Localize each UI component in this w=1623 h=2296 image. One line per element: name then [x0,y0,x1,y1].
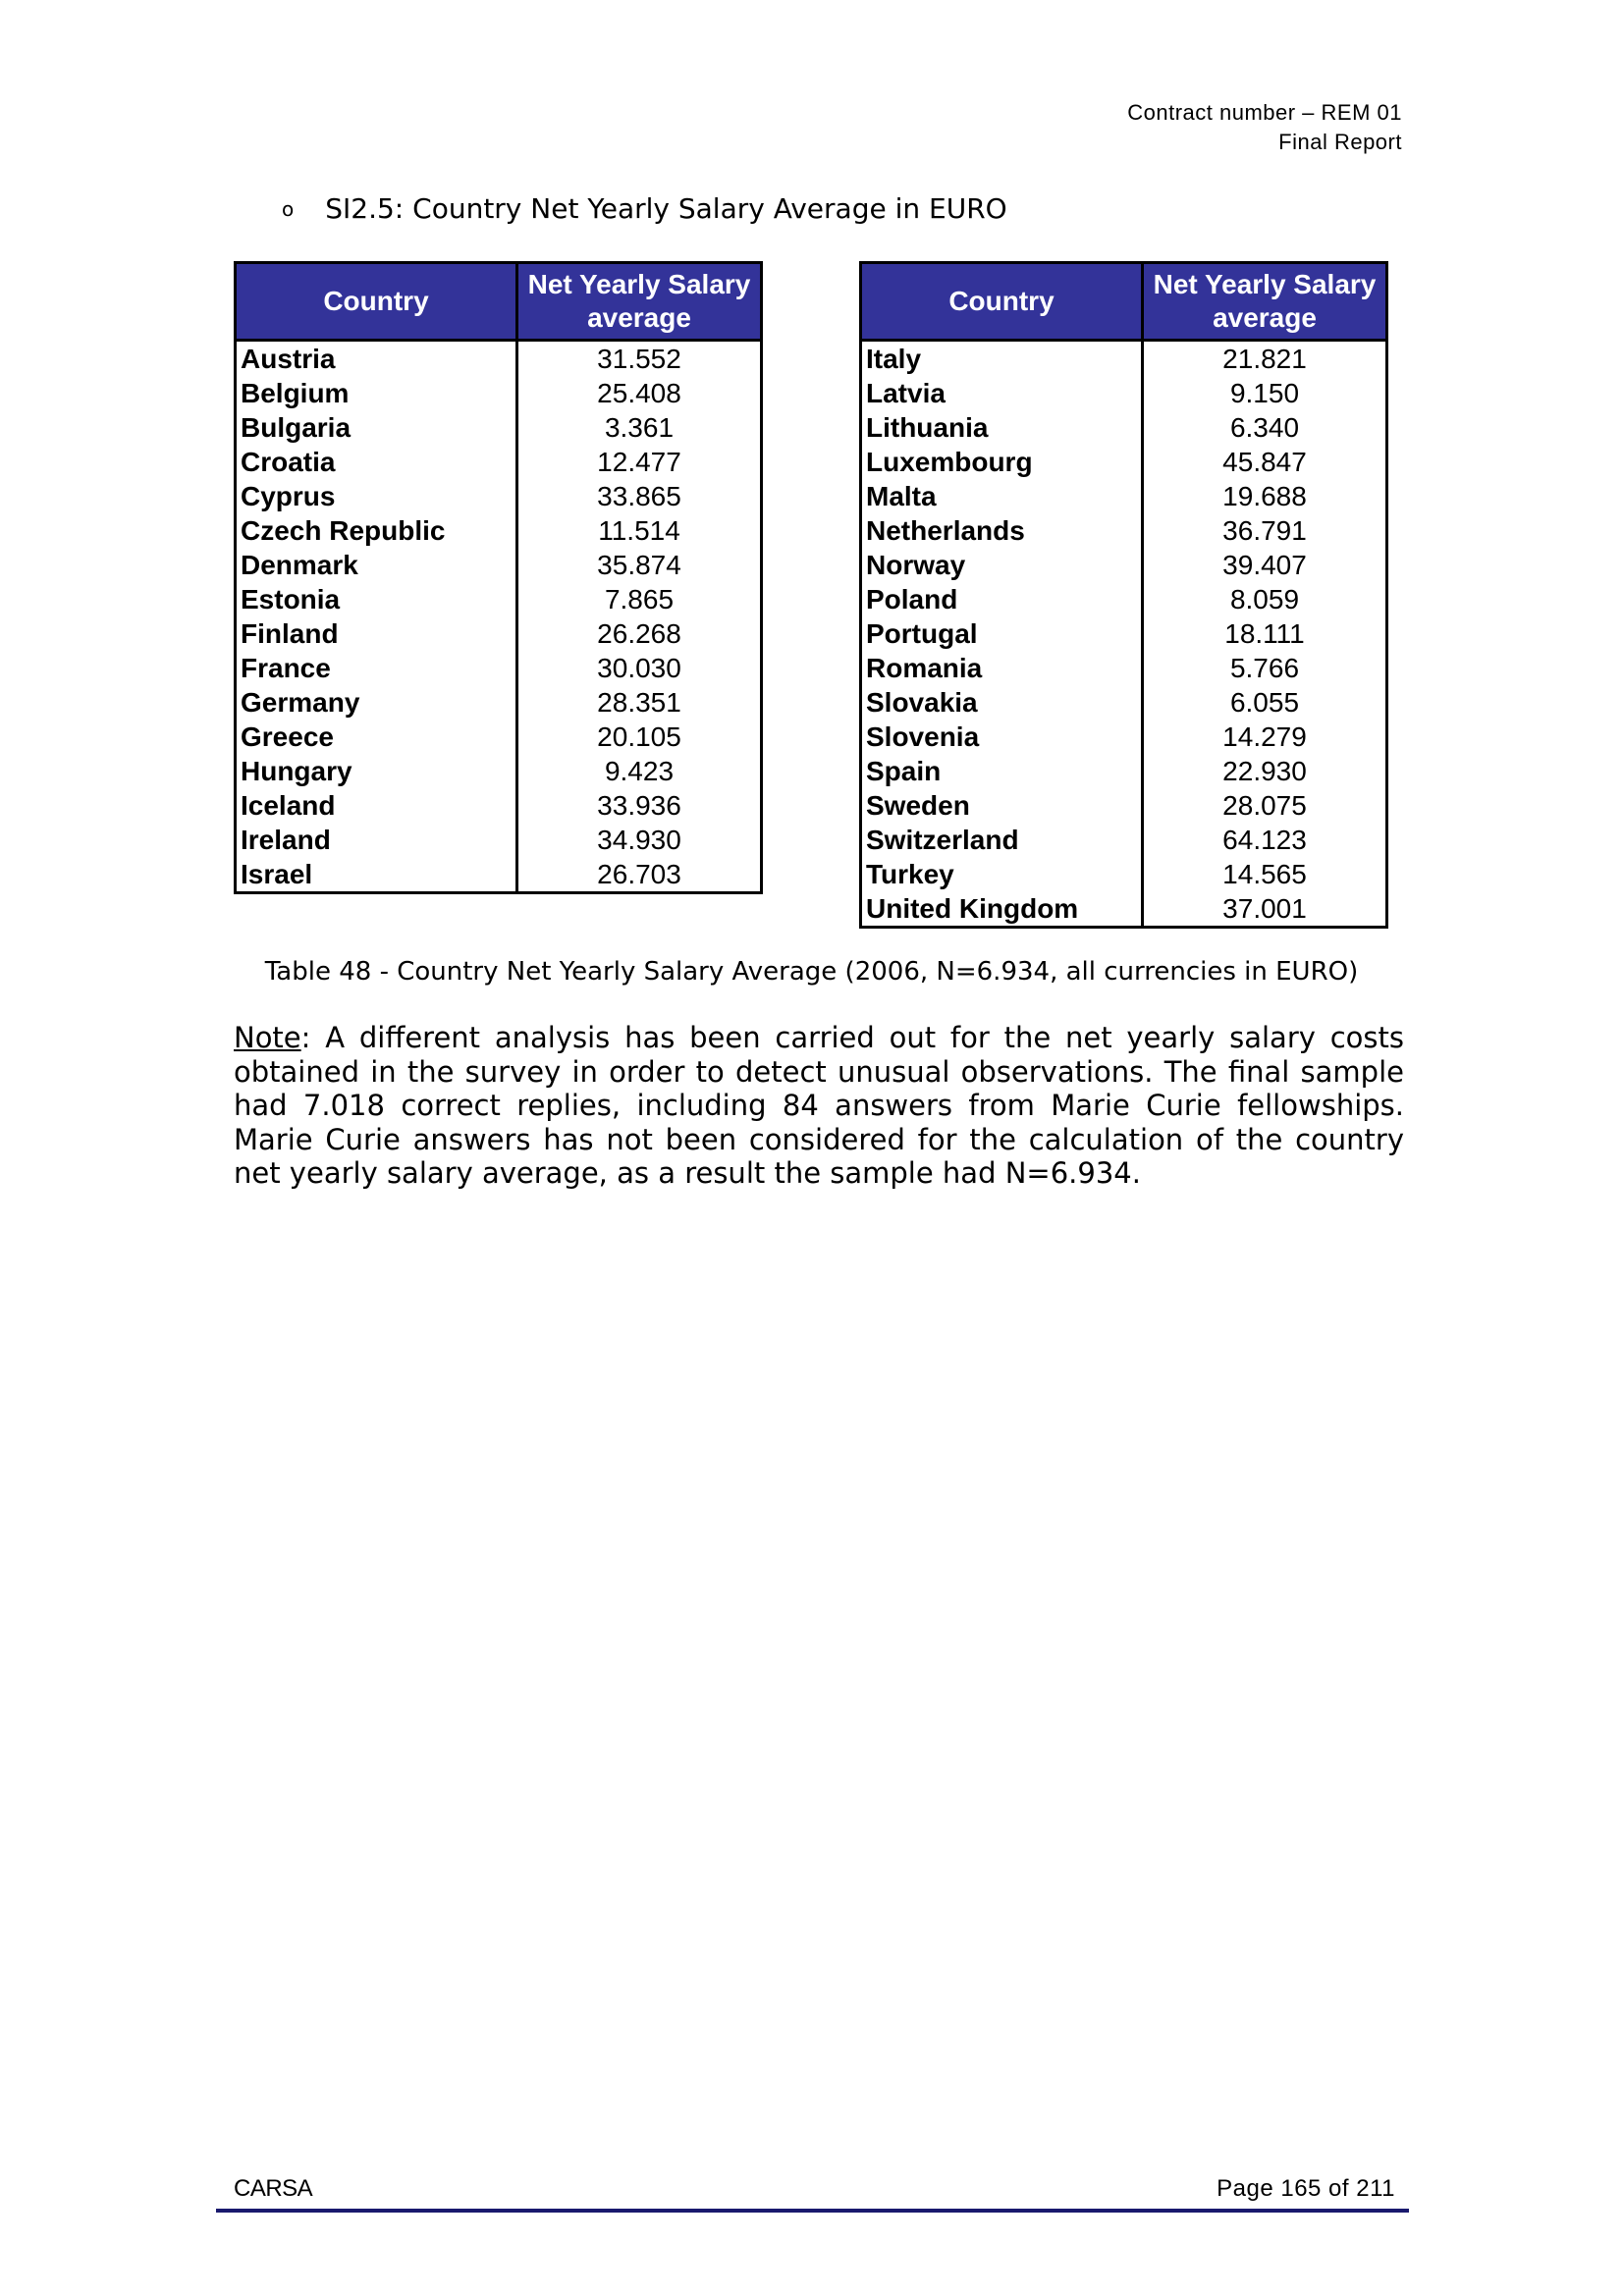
salary-value: 37.001 [1143,891,1387,928]
table-row [236,720,762,754]
country-name: Bulgaria [236,410,517,445]
table-row [236,548,762,582]
table-row [861,685,1387,720]
table-row [236,651,762,685]
salary-value: 9.423 [517,754,762,788]
table-row [861,341,1387,377]
note-paragraph [234,1021,1404,1191]
salary-value: 3.361 [517,410,762,445]
report-type: Final Report [1278,130,1402,154]
table-row [861,788,1387,823]
column-header-country: Country [861,263,1143,341]
salary-value: 36.791 [1143,513,1387,548]
section-heading [282,192,1007,225]
footer-organization: CARSA [234,2175,313,2202]
salary-value: 35.874 [517,548,762,582]
country-name: Israel [236,857,517,893]
country-name: Switzerland [861,823,1143,857]
country-name: Turkey [861,857,1143,891]
country-name: Latvia [861,376,1143,410]
country-name: Sweden [861,788,1143,823]
country-name: Netherlands [861,513,1143,548]
country-name: Hungary [236,754,517,788]
country-name: Italy [861,341,1143,377]
salary-table-right-wrap [859,261,1388,929]
table-row [236,823,762,857]
table-row [236,582,762,616]
table-row [236,685,762,720]
salary-value: 30.030 [517,651,762,685]
footer-page-number: Page 165 of 211 [1217,2175,1395,2202]
salary-value: 20.105 [517,720,762,754]
table-row [236,376,762,410]
table-header-row [236,263,762,341]
table-row [236,857,762,893]
salary-value: 34.930 [517,823,762,857]
salary-value: 33.936 [517,788,762,823]
salary-table-right-body [861,341,1387,928]
country-name: Luxembourg [861,445,1143,479]
country-name: Slovakia [861,685,1143,720]
table-row [236,445,762,479]
page-header [1127,98,1402,157]
table-header-row [861,263,1387,341]
salary-table-right [859,261,1388,929]
table-row [861,616,1387,651]
table-row [861,823,1387,857]
salary-value: 64.123 [1143,823,1387,857]
column-header-country: Country [236,263,517,341]
country-name: Spain [861,754,1143,788]
country-name: Ireland [236,823,517,857]
table-row [861,754,1387,788]
salary-value: 31.552 [517,341,762,377]
table-row [861,445,1387,479]
table-row [861,651,1387,685]
salary-value: 28.351 [517,685,762,720]
country-name: Estonia [236,582,517,616]
country-name: Croatia [236,445,517,479]
country-name: Austria [236,341,517,377]
table-row [236,410,762,445]
note-text: : A different analysis has been carried out for the net yearly salary costs obtained in the survey in order to detect unusual observations. The final sample had 7.018 correct replies, including 84 answers from Marie Curie fellowships. Marie Curie answers has not been considered for the calculation of the country net yearly salary average, as a result the sample had N=6.934. [234,1021,1404,1190]
table-caption: Table 48 - Country Net Yearly Salary Average (2006, N=6.934, all currencies in EURO) [264,957,1359,987]
country-name: Greece [236,720,517,754]
salary-value: 18.111 [1143,616,1387,651]
column-header-salary: Net Yearly Salary average [1143,263,1387,341]
country-name: Slovenia [861,720,1143,754]
table-row [236,754,762,788]
country-name: Malta [861,479,1143,513]
salary-value: 21.821 [1143,341,1387,377]
salary-value: 14.279 [1143,720,1387,754]
salary-table-left-body [236,341,762,893]
salary-value: 33.865 [517,479,762,513]
salary-value: 12.477 [517,445,762,479]
note-label: Note [234,1021,301,1054]
salary-value: 22.930 [1143,754,1387,788]
salary-value: 25.408 [517,376,762,410]
country-name: Iceland [236,788,517,823]
salary-value: 8.059 [1143,582,1387,616]
salary-value: 9.150 [1143,376,1387,410]
salary-value: 5.766 [1143,651,1387,685]
table-row [236,788,762,823]
country-name: Portugal [861,616,1143,651]
salary-value: 45.847 [1143,445,1387,479]
salary-value: 26.268 [517,616,762,651]
contract-number: Contract number – REM 01 [1127,100,1402,125]
country-name: Belgium [236,376,517,410]
country-name: Romania [861,651,1143,685]
table-row [861,479,1387,513]
country-name: Poland [861,582,1143,616]
salary-value: 14.565 [1143,857,1387,891]
table-row [861,548,1387,582]
salary-table-left [234,261,763,894]
footer-divider [216,2209,1409,2213]
country-name: Czech Republic [236,513,517,548]
salary-value: 6.055 [1143,685,1387,720]
salary-value: 7.865 [517,582,762,616]
table-row [861,410,1387,445]
table-row [861,376,1387,410]
column-header-salary: Net Yearly Salary average [517,263,762,341]
bullet-icon: o [282,196,295,221]
table-row [861,891,1387,928]
table-row [861,857,1387,891]
salary-value: 26.703 [517,857,762,893]
country-name: Germany [236,685,517,720]
salary-table-left-wrap [234,261,763,894]
salary-value: 39.407 [1143,548,1387,582]
table-row [236,479,762,513]
table-row [236,513,762,548]
country-name: Norway [861,548,1143,582]
table-row [861,720,1387,754]
table-row [861,513,1387,548]
salary-value: 28.075 [1143,788,1387,823]
country-name: United Kingdom [861,891,1143,928]
country-name: Denmark [236,548,517,582]
country-name: Cyprus [236,479,517,513]
country-name: Lithuania [861,410,1143,445]
section-title: SI2.5: Country Net Yearly Salary Average in EURO [325,192,1007,225]
table-row [861,582,1387,616]
table-row [236,341,762,377]
table-row [236,616,762,651]
country-name: France [236,651,517,685]
country-name: Finland [236,616,517,651]
salary-value: 19.688 [1143,479,1387,513]
salary-value: 6.340 [1143,410,1387,445]
salary-value: 11.514 [517,513,762,548]
